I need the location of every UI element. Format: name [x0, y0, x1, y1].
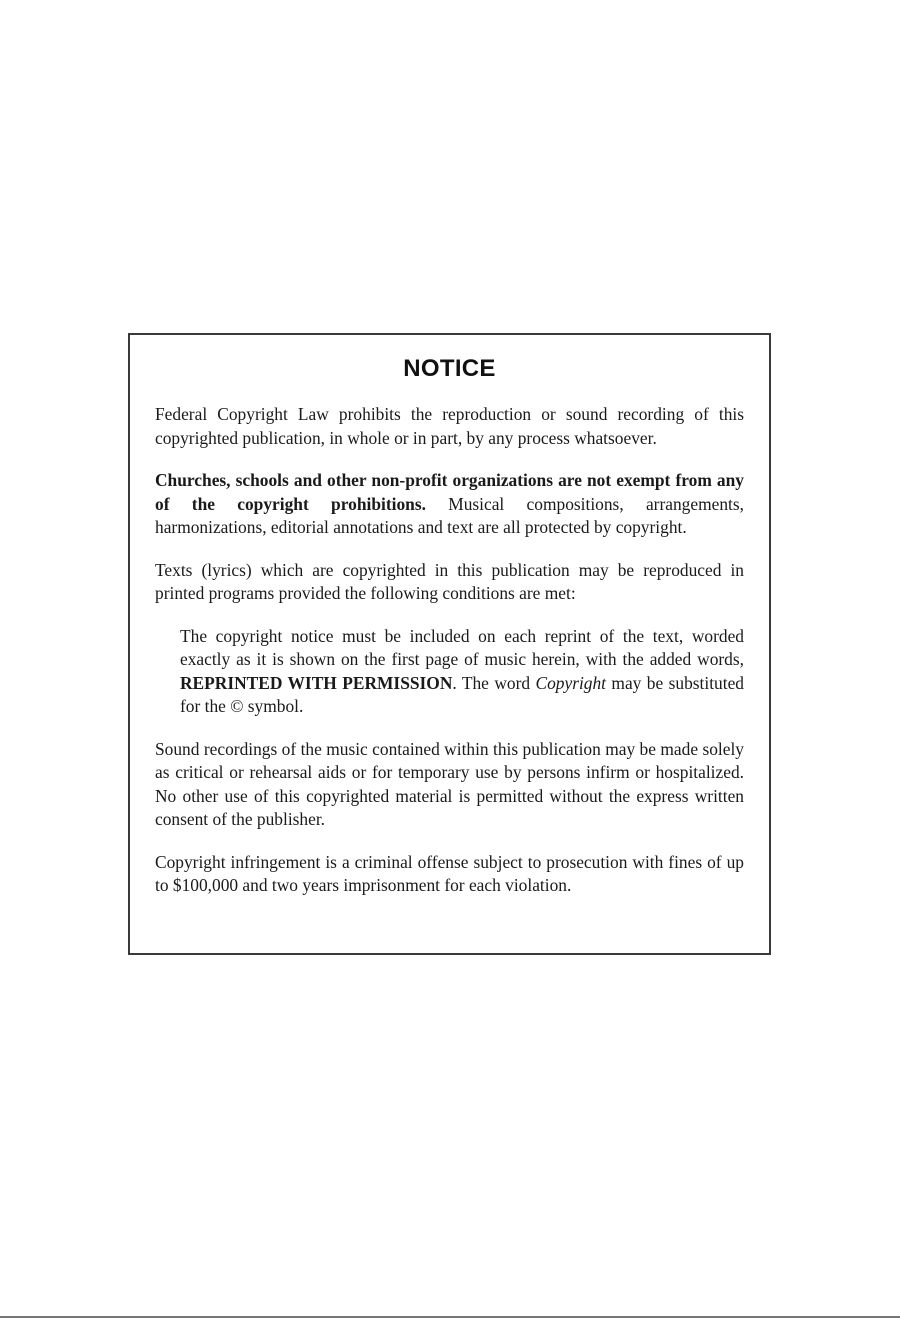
paragraph-sound-recordings — [155, 738, 744, 832]
reprint-text-c: may be substituted for the © symbol. — [180, 672, 744, 716]
reprint-permission-bold: REPRINTED WITH PERMISSION — [180, 672, 453, 693]
reprint-text-a: The copyright notice must be included on each reprint of the text, worded exactly as it is shown on the first page of music herein, with the added words, — [180, 625, 744, 669]
notice-box — [128, 333, 771, 955]
paragraph-texts-lyrics-text: Texts (lyrics) which are copyrighted in this publication may be reproduced in printed programs provided the following conditions are met: — [155, 559, 744, 603]
paragraph-copyright-law-text: Federal Copyright Law prohibits the reproduction or sound recording of this copyrighted publication, in whole or in part, by any process whatsoever. — [155, 404, 744, 448]
notice-title: NOTICE — [403, 355, 496, 382]
paragraph-sound-recordings-text: Sound recordings of the music contained within this publication may be made solely as critical or rehearsal aids or for temporary use by persons infirm or hospitalized. No other use of this copyrighted material is permitted without the express written consent of the publisher. — [155, 738, 744, 829]
paragraph-texts-lyrics — [155, 559, 744, 606]
reprint-copyright-italic: Copyright — [535, 672, 607, 693]
paragraph-reprint-conditions — [155, 625, 744, 719]
paragraph-copyright-law — [155, 403, 744, 450]
paragraph-non-profit — [155, 469, 744, 540]
paragraph-non-profit-text: Musical compositions, arrangements, harmonizations, editorial annotations and text are all protected by copyright. — [155, 493, 744, 537]
reprint-text-b: . The word — [452, 672, 536, 693]
paragraph-infringement — [155, 851, 744, 898]
paragraph-non-profit-bold: Churches, schools and other non-profit organizations are not exempt from any of the copyright prohibitions. — [155, 470, 744, 514]
paragraph-infringement-text: Copyright infringement is a criminal offense subject to prosecution with fines of up to $100,000 and two years imprisonment for each violation. — [155, 851, 744, 895]
